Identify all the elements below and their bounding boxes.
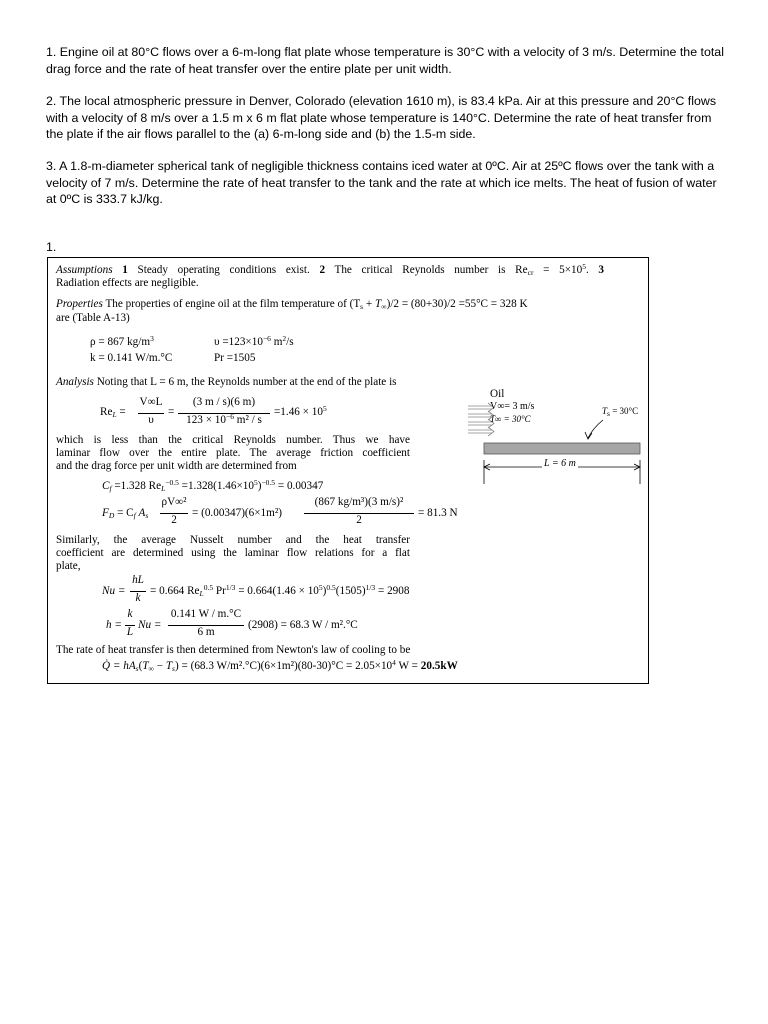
- nu-lhs: Nu =: [102, 585, 126, 597]
- free-stream-velocity: V∞= 3 m/s: [490, 401, 535, 412]
- similarly-text-3: plate,: [56, 560, 81, 572]
- re-fraction-2-num: (3 m / s)(6 m): [192, 396, 256, 408]
- properties-label: Properties: [56, 298, 103, 310]
- cf-equation: $C_f =1.328$ $Re_L^{-0.5} =1.328(1.46\times 10^5)^{-0.5} = 0.00347$: [102, 478, 324, 493]
- re-fraction-2-den: $123 \times 10^{-6}$ m² / s: [186, 412, 262, 426]
- k-value: k = 0.141 W/m.°C: [90, 352, 173, 364]
- analysis-line: [56, 376, 397, 388]
- flow-diagram: [468, 386, 648, 496]
- laminar-text-1: which is less than the critical Reynolds number. Thus we have: [56, 434, 410, 446]
- fd-middle: = (0.00347)(6×1m²): [192, 507, 282, 519]
- re-cr-subscript: cr: [527, 268, 534, 277]
- solution-number: 1.: [46, 240, 57, 254]
- re-lhs: $Re_L$ =: [100, 406, 126, 419]
- h-fraction-den: L: [126, 626, 134, 638]
- assumption-2: The critical Reynolds number is Re: [334, 264, 528, 276]
- properties-text: The properties of engine oil at the film temperature of (T: [105, 298, 361, 310]
- analysis-label: Analysis: [56, 376, 94, 388]
- analysis-text: Noting that L = 6 m, the Reynolds number at the end of the plate is: [96, 376, 397, 388]
- problem-3: 3. A 1.8-m-diameter spherical tank of negligible thickness contains iced water at 0ºC. Air at 25ºC flows over the tank with a velocity of 7 m/s. Determine the rate of heat transfer to the tank and the rate at which ice melts. The heat of fusion of water at 0ºC is 333.7 kJ/kg.: [46, 159, 717, 206]
- similarly-text-1: Similarly, the average Nusselt number and the heat transfer: [56, 534, 410, 546]
- re-cr-value: = 5×10: [543, 264, 583, 276]
- nu-value: $\upsilon =123\times 10^{-6}$ $m^2/s$: [214, 334, 294, 348]
- fd-fraction-num: ρV∞²: [161, 496, 187, 508]
- assumption-1: Steady operating conditions exist.: [137, 264, 310, 276]
- laminar-text-3: and the drag force per unit width are determined from: [56, 460, 297, 472]
- fd-result: = 81.3 N: [418, 507, 458, 519]
- assumption-1-number: 1: [122, 264, 128, 276]
- h-fraction-2-num: 0.141 W / m.°C: [170, 608, 242, 620]
- nu-equation: = 0.664 $Re_L^{0.5}$ $Pr^{1/3} = 0.664(1.46 \times 10^5)^{0.5}(1505)^{1/3} = 2908$: [150, 583, 410, 598]
- pr-value: Pr =1505: [214, 352, 256, 364]
- solution-box: Assumptions 1 Steady operating conditions exist. 2 The critical Reynolds number is $Re_{cr} = 5\times 10^5$. 3 Radiation effects are negligible. Properties The properties of engine oil at the film temperature of $(T_s + T_\infty)/2 = (80+30)/2 =55^\circ C = 328$ K are (Table A-13) ρ = 867 $kg/m^3$ $\upsilon =123\times 10^{-6}$ $m^2/s$ k = 0.141 W/m.°C Pr =1505 Analysis Noting that L = 6 m, the Reynolds number at the end of the plate is $Re_L$ = V∞L υ = (3 m / s)(6 m) $123 \times 10^{-6}$ m² / s $=1.46 \times 10^5$ which is less than the critical Reynolds number. Thus we have laminar flow over the entire plate. The average friction coefficient and the drag force per unit width are determined from $C_f =1.328$ $Re_L^{-0.5} =1.328(1.46\times 10^5)^{-0.5} = 0.00347$ $F_D = C_f$ $A_s$ ρV∞² 2 = (0.00347)(6×1m²) (867 kg/m³)(3 m/s)² 2 = 81.3 N Similarly, the average Nusselt number and the heat transfer coefficient are determined using the laminar flow relations for a flat plate, Nu = hL k = 0.664 $Re_L^{0.5}$ $Pr^{1/3} = 0.664(1.46 \times 10^5)^{0.5}(1505)^{1/3} = 2908$ h = k L Nu = 0.141 W / m.°C 6 m (2908) = 68.3 W / m².°C The rate of heat transfer is then determined from Newton's law of cooling to be Q̇ = $hA_s(T_\infty - T_s) = (68.3$ $W/m^2.^\circ C)(6\times 1m^2)(80-30)^\circ C = 2.05\times 10^4$ W = 20.5kW Oil V∞= 3 m/s T∞ = 30°C $T_s = 30^\circ C$ L = 6 m: [47, 257, 649, 684]
- assumption-3: Radiation effects are negligible.: [56, 277, 199, 289]
- re-fraction-1-den: υ: [148, 414, 154, 426]
- plate-length: L = 6 m: [544, 458, 576, 469]
- h-fraction-2-den: 6 m: [197, 626, 215, 638]
- fd-lhs: $F_D = C_f$ $A_s$: [102, 507, 149, 520]
- problem-1: 1. Engine oil at 80°C flows over a 6-m-long flat plate whose temperature is 30°C with a velocity of 3 m/s. Determine the total drag force and the rate of heat transfer over the entire plate per unit width.: [46, 45, 724, 76]
- rho-value: ρ = 867 $kg/m^3$: [90, 334, 154, 348]
- surface-temperature: $T_s = 30^\circ C$: [602, 406, 639, 418]
- nu-fraction-den: k: [135, 592, 141, 604]
- newton-text: The rate of heat transfer is then determined from Newton's law of cooling to be: [56, 644, 411, 656]
- re-cr-exponent: 5: [582, 262, 586, 271]
- h-result: (2908) = 68.3 W / m².°C: [248, 619, 358, 631]
- h-lhs: h =: [106, 619, 122, 631]
- re-fraction-1-num: V∞L: [139, 396, 163, 408]
- properties-line: Properties The properties of engine oil at the film temperature of $(T_s + T_\infty)/2 = (80+30)/2 =55^\circ C = 328$ K: [56, 298, 528, 311]
- q-equation: Q̇ = $hA_s(T_\infty - T_s) = (68.3$ $W/m^2.^\circ C)(6\times 1m^2)(80-30)^\circ C = 2.05\times 10^4$ W = 20.5kW: [102, 658, 458, 673]
- fd-fraction-2-num: (867 kg/m³)(3 m/s)²: [314, 496, 404, 508]
- similarly-text-2: coefficient are determined using the laminar flow relations for a flat: [56, 547, 410, 559]
- h-fraction-num: k: [127, 608, 133, 620]
- re-result: $=1.46 \times 10^5$: [274, 404, 327, 418]
- q-final-answer: 20.5kW: [420, 660, 458, 672]
- fluid-label: Oil: [490, 388, 505, 400]
- free-stream-temperature: T∞ = 30°C: [490, 414, 531, 424]
- nu-fraction-num: hL: [132, 574, 144, 586]
- flat-plate: [484, 443, 640, 454]
- assumptions-label: Assumptions: [56, 264, 113, 276]
- fd-fraction-den: 2: [171, 514, 177, 526]
- properties-line-2: are (Table A-13): [56, 312, 130, 324]
- assumption-3-number: 3: [598, 264, 605, 276]
- h-nu: Nu =: [138, 619, 162, 631]
- fd-fraction-2-den: 2: [356, 514, 362, 526]
- film-temperature: = (80+30)/2 =55°C = 328 K: [401, 298, 528, 310]
- assumptions-line: Assumptions 1 Steady operating conditions exist. 2 The critical Reynolds number is $Re_{cr} = 5\times 10^5$. 3: [56, 262, 605, 277]
- problem-2: 2. The local atmospheric pressure in Denver, Colorado (elevation 1610 m), is 83.4 kPa. Air at this pressure and 20°C flows with a velocity of 8 m/s over a 1.5 m x 6 m flat plate whose temperature is 140°C. Determine the rate of heat transfer from the plate if the air flows parallel to the (a) 6-m-long side and (b) the 1.5-m side.: [46, 94, 717, 141]
- assumption-2-number: 2: [319, 264, 326, 276]
- laminar-text-2: laminar flow over the entire plate. The average friction coefficient: [56, 447, 410, 459]
